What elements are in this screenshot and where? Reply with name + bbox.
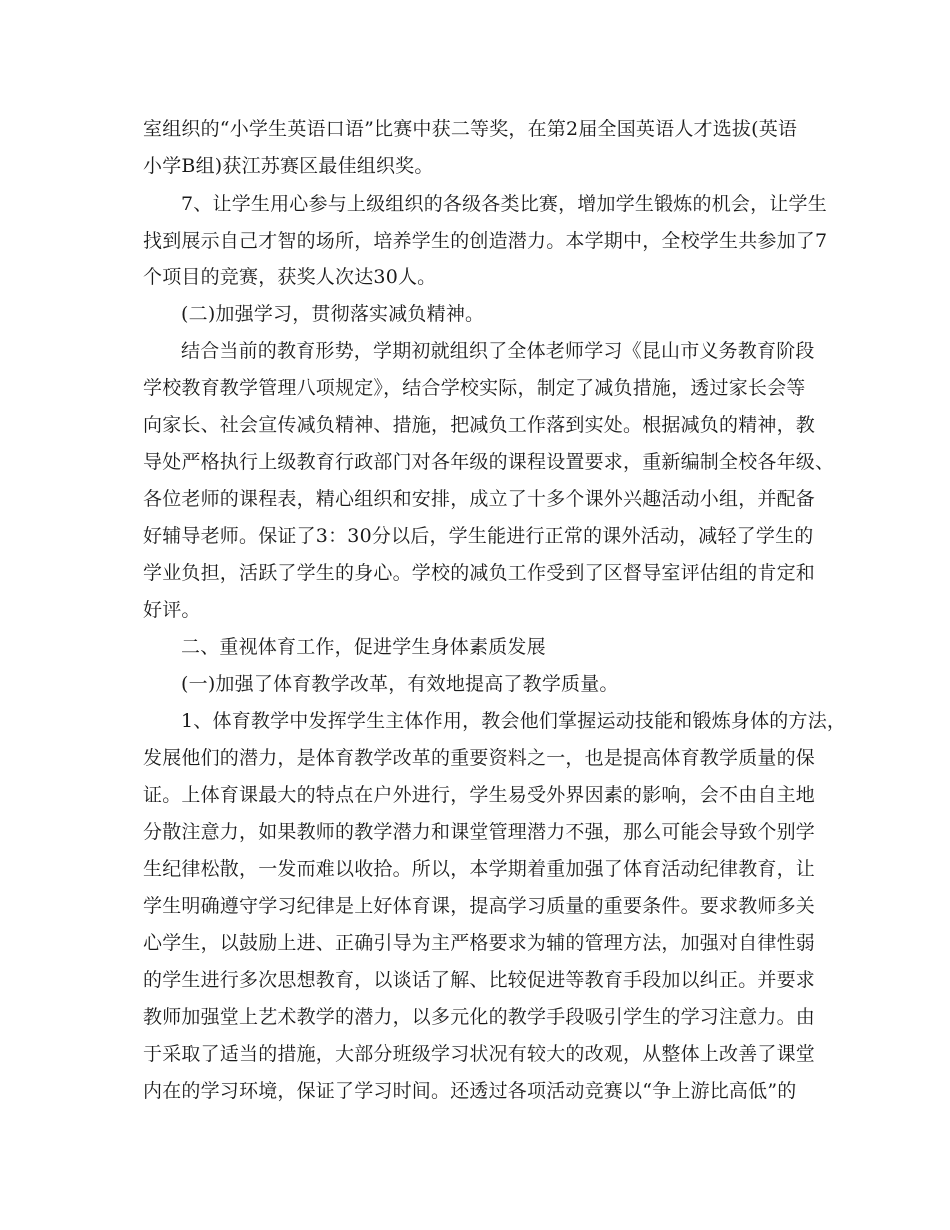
text-line: 学校教育教学管理八项规定》，结合学校实际，制定了减负措施，透过家长会等: [143, 377, 806, 399]
text-line: 教师加强堂上艺术教学的潜力，以多元化的教学手段吸引学生的学习注意力。由: [143, 1006, 816, 1028]
text-line: 生纪律松散，一发而难以收拾。所以，本学期着重加强了体育活动纪律教育，让: [143, 858, 816, 880]
text-line: 证。上体育课最大的特点在户外进行，学生易受外界因素的影响，会不由自主地: [143, 784, 816, 806]
text-line: 室组织的“小学生英语口语”比赛中获二等奖，在第2届全国英语人才选拔(英语: [143, 118, 798, 140]
text-line: 心学生，以鼓励上进、正确引导为主严格要求为辅的管理方法，加强对自律性弱: [143, 932, 816, 954]
text-line: 学生明确遵守学习纪律是上好体育课，提高学习质量的重要条件。要求教师多关: [143, 895, 816, 917]
text-line: 分散注意力，如果教师的教学潜力和课堂管理潜力不强，那么可能会导致个别学: [143, 821, 816, 843]
text-line: 小学B组)获江苏赛区最佳组织奖。: [143, 155, 434, 177]
text-line: 结合当前的教育形势，学期初就组织了全体老师学习《昆山市义务教育阶段: [181, 340, 815, 362]
text-line: 的学生进行多次思想教育，以谈话了解、比较促进等教育手段加以纠正。并要求: [143, 969, 816, 991]
text-line: 导处严格执行上级教育行政部门对各年级的课程设置要求，重新编制全校各年级、: [143, 451, 835, 473]
text-line: 于采取了适当的措施，大部分班级学习状况有较大的改观，从整体上改善了课堂: [143, 1043, 816, 1065]
text-line: 内在的学习环境，保证了学习时间。还透过各项活动竞赛以“争上游比高低”的: [143, 1080, 797, 1102]
text-line: 个项目的竞赛，获奖人次达30人。: [143, 266, 437, 288]
subheading: (二)加强学习，贯彻落实减负精神。: [181, 303, 485, 325]
subheading: (一)加强了体育教学改革，有效地提高了教学质量。: [181, 673, 619, 695]
text-line: 7、让学生用心参与上级组织的各级各类比赛，增加学生锻炼的机会，让学生: [181, 193, 827, 215]
section-heading: 二、重视体育工作，促进学生身体素质发展: [181, 636, 546, 658]
text-line: 各位老师的课程表，精心组织和安排，成立了十多个课外兴趣活动小组，并配备: [143, 488, 816, 510]
text-line: 向家长、社会宣传减负精神、措施，把减负工作落到实处。根据减负的精神，教: [143, 414, 816, 436]
text-line: 1、体育教学中发挥学生主体作用，教会他们掌握运动技能和锻炼身体的方法，: [181, 710, 847, 732]
text-line: 发展他们的潜力，是体育教学改革的重要资料之一，也是提高体育教学质量的保: [143, 747, 816, 769]
text-line: 学业负担，活跃了学生的身心。学校的减负工作受到了区督导室评估组的肯定和: [143, 562, 816, 584]
text-line: 找到展示自己才智的场所，培养学生的创造潜力。本学期中，全校学生共参加了7: [143, 230, 828, 252]
text-line: 好辅导老师。保证了3：30分以后，学生能进行正常的课外活动，减轻了学生的: [143, 525, 814, 547]
text-line: 好评。: [143, 599, 201, 621]
